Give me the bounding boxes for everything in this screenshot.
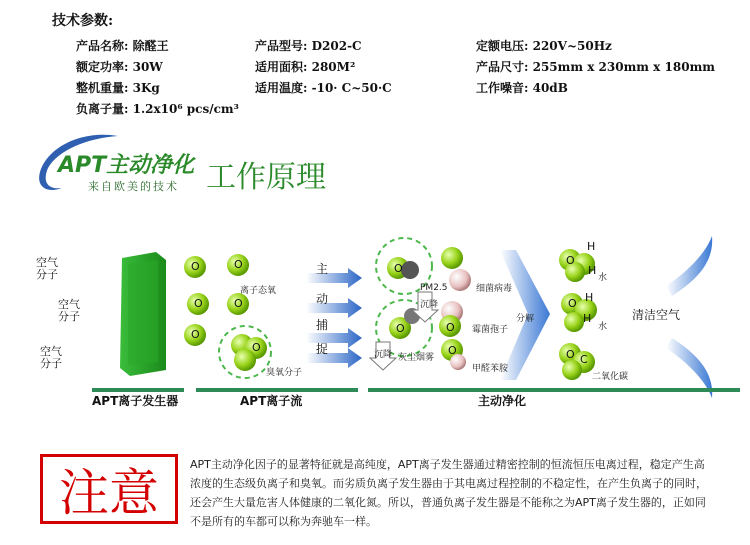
action-label: 动 — [316, 292, 329, 306]
hydrogen-label: H — [583, 312, 592, 325]
spec-temp: 适用温度: -10· C~50·C — [255, 81, 392, 95]
bacteria-label: 细菌病毒 — [476, 284, 513, 294]
page-heading: 工作原理 — [206, 160, 326, 195]
hydrogen-label: H — [588, 264, 597, 277]
ozone-label: 臭氧分子 — [266, 368, 303, 378]
co2-label: 二氧化碳 — [592, 372, 629, 382]
air-label: 空气 — [40, 345, 62, 358]
air-label: 分子 — [40, 357, 62, 370]
stage-ion-stream-label: APT离子流 — [240, 394, 303, 408]
ion-symbol: O — [566, 254, 575, 267]
spec-power: 额定功率: 30W — [76, 60, 163, 74]
air-label: 空气 — [36, 256, 58, 269]
logo-brand: APT主动净化 — [58, 153, 195, 178]
note-text: APT主动净化因子的显著特征就是高纯度，APT离子发生器通过精密控制的恒流恒压电离过程，稳定产生高浓度的生态级负离子和臭氧。而劣质负离子发生器由于其电离过程控制的不稳定性，在产生负离子的同时，还会产生大量危害人体健康的二氧化氮。所以，普通负离子发生器是不能称之为APT离子发生器的，正如同不是所有的车都可以称为奔驰车一样。 — [190, 458, 707, 528]
action-label: 捉 — [316, 342, 329, 356]
note-title: 注意 — [59, 464, 159, 522]
mold-label: 霉菌孢子 — [472, 325, 509, 335]
spec-voltage: 定额电压: 220V~50Hz — [476, 39, 612, 53]
spec-name: 产品名称: 除醛王 — [76, 39, 169, 53]
stage-generator-label: APT离子发生器 — [92, 394, 179, 408]
ion-symbol: O — [394, 262, 403, 275]
ion-symbol: O — [448, 344, 457, 357]
clean-air-label: 清洁空气 — [632, 308, 681, 322]
spec-noise: 工作噪音: 40dB — [476, 81, 568, 95]
hydrogen-label: H — [585, 291, 594, 304]
negative-ion-label: 离子态氧 — [240, 286, 277, 296]
ion-symbol: O — [191, 328, 200, 341]
ion-symbol: O — [396, 322, 405, 335]
spec-size: 产品尺寸: 255mm x 230mm x 180mm — [476, 60, 715, 74]
spec-title: 技术参数: — [52, 13, 114, 29]
air-label: 分子 — [58, 310, 80, 323]
logo-tagline: 来自欧美的技术 — [88, 180, 179, 193]
action-label: 主 — [316, 262, 329, 276]
formaldehyde-label: 甲醛苯胺 — [472, 364, 509, 374]
ion-symbol: O — [234, 297, 243, 310]
air-label: 空气 — [58, 298, 80, 311]
stage-purification-label: 主动净化 — [478, 394, 527, 408]
spec-ions: 负离子量: 1.2x10⁶ pcs/cm³ — [76, 102, 239, 116]
hydrogen-label: H — [587, 240, 596, 253]
ion-symbol: O — [566, 348, 575, 361]
spec-area: 适用面积: 280M² — [255, 60, 356, 74]
ion-symbol: O — [252, 341, 261, 354]
air-label: 分子 — [36, 268, 58, 281]
dust-label: 灰尘烟雾 — [398, 353, 435, 363]
ion-symbol: O — [234, 258, 243, 271]
spec-weight: 整机重量: 3Kg — [76, 81, 160, 95]
decompose-label: 分解 — [516, 314, 535, 324]
settle-label: 沉降 — [420, 300, 439, 310]
pm25-label: PM2.5 — [420, 283, 448, 293]
spec-model: 产品型号: D202-C — [255, 39, 362, 53]
ion-symbol: O — [568, 297, 577, 310]
settle-label: 沉降 — [374, 350, 393, 360]
carbon-label: C — [580, 353, 588, 366]
water-label: 水 — [598, 273, 608, 283]
ion-symbol: O — [446, 321, 455, 334]
ion-symbol: O — [194, 297, 203, 310]
action-label: 捕 — [316, 318, 329, 332]
ion-symbol: O — [191, 260, 200, 273]
water-label: 水 — [598, 322, 608, 332]
